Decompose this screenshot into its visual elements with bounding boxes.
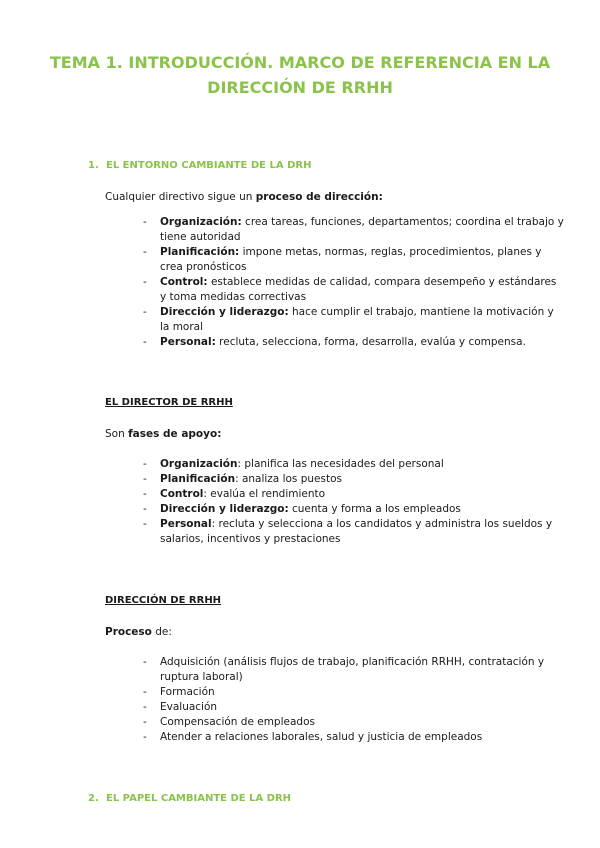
list-item-text: : analiza los puestos — [235, 473, 342, 485]
section-1-intro — [105, 191, 383, 203]
direccion-intro-bold: Proceso — [105, 626, 152, 638]
list-item-term: Dirección y liderazgo: — [160, 306, 289, 318]
direccion-intro-text: de: — [151, 626, 172, 638]
bullet-dash: - — [143, 246, 147, 258]
list-item-term: Personal — [160, 518, 212, 530]
list-item-term: Dirección y liderazgo: — [160, 503, 289, 515]
list-item-term: Organización: — [160, 216, 242, 228]
list-item-term: Personal: — [160, 336, 216, 348]
list-item — [140, 215, 565, 245]
bullet-dash: - — [143, 488, 147, 500]
list-item — [140, 715, 565, 730]
list-item-term: Control: — [160, 276, 208, 288]
direccion-heading: DIRECCIÓN DE RRHH — [105, 595, 222, 606]
direction-process-list — [140, 215, 565, 350]
section-1-heading — [88, 160, 311, 171]
list-item-term: Organización — [160, 458, 238, 470]
list-item-text: hace cumplir el trabajo, mantiene la motivación y la moral — [160, 306, 554, 333]
list-item — [140, 275, 565, 305]
list-item — [140, 457, 565, 472]
bullet-dash: - — [143, 336, 147, 348]
list-item-term: Planificación — [160, 473, 236, 485]
section-2-title: EL PAPEL CAMBIANTE DE LA DRH — [106, 793, 292, 804]
list-item-text: : recluta y selecciona a los candidatos y administra los sueldos y salarios, incentivos y prestaciones — [160, 518, 553, 545]
bullet-dash: - — [143, 656, 147, 668]
bullet-dash: - — [143, 686, 147, 698]
section-1-number: 1. — [88, 160, 99, 171]
list-item-text: cuenta y forma a los empleados — [288, 503, 461, 515]
list-item-text: establece medidas de calidad, compara desempeño y estándares y toma medidas correctivas — [160, 276, 557, 303]
director-heading: EL DIRECTOR DE RRHH — [105, 397, 233, 408]
list-item-term: Planificación: — [160, 246, 240, 258]
bullet-dash: - — [143, 518, 147, 530]
support-phases-list — [140, 457, 565, 547]
list-item-text: Evaluación — [160, 701, 218, 713]
list-item — [140, 517, 565, 547]
bullet-dash: - — [143, 473, 147, 485]
bullet-dash: - — [143, 701, 147, 713]
list-item — [140, 245, 565, 275]
section-1-title: EL ENTORNO CAMBIANTE DE LA DRH — [106, 160, 312, 171]
bullet-dash: - — [143, 306, 147, 318]
list-item-text: : planifica las necesidades del personal — [237, 458, 444, 470]
section-1-intro-bold: proceso de dirección: — [255, 191, 383, 203]
bullet-dash: - — [143, 503, 147, 515]
list-item-text: Compensación de empleados — [160, 716, 315, 728]
hr-process-list — [140, 655, 565, 745]
list-item-text: recluta, selecciona, forma, desarrolla, evalúa y compensa. — [215, 336, 526, 348]
list-item-text: : evalúa el rendimiento — [203, 488, 326, 500]
bullet-dash: - — [143, 458, 147, 470]
list-item — [140, 487, 565, 502]
page-title: TEMA 1. INTRODUCCIÓN. MARCO DE REFERENCIA EN LA DIRECCIÓN DE RRHH — [49, 53, 551, 97]
section-2-number: 2. — [88, 793, 99, 804]
director-intro — [105, 428, 221, 440]
director-intro-bold: fases de apoyo: — [128, 428, 222, 440]
list-item — [140, 685, 565, 700]
list-item-text: Formación — [160, 686, 215, 698]
list-item — [140, 655, 565, 685]
list-item — [140, 335, 565, 350]
director-intro-text: Son — [105, 428, 129, 440]
bullet-dash: - — [143, 276, 147, 288]
section-1-intro-text: Cualquier directivo sigue un — [105, 191, 256, 203]
list-item-term: Control — [160, 488, 204, 500]
list-item — [140, 305, 565, 335]
bullet-dash: - — [143, 716, 147, 728]
list-item-text: Adquisición (análisis flujos de trabajo, planificación RRHH, contratación y ruptura laboral) — [160, 656, 545, 683]
bullet-dash: - — [143, 731, 147, 743]
list-item-text: crea tareas, funciones, departamentos; coordina el trabajo y tiene autoridad — [160, 216, 564, 243]
section-2-heading — [88, 793, 291, 804]
direccion-intro — [105, 626, 172, 638]
list-item — [140, 502, 565, 517]
bullet-dash: - — [143, 216, 147, 228]
list-item — [140, 472, 565, 487]
list-item — [140, 730, 565, 745]
list-item-text: impone metas, normas, reglas, procedimientos, planes y crea pronósticos — [160, 246, 542, 273]
list-item-text: Atender a relaciones laborales, salud y justicia de empleados — [160, 731, 483, 743]
list-item — [140, 700, 565, 715]
